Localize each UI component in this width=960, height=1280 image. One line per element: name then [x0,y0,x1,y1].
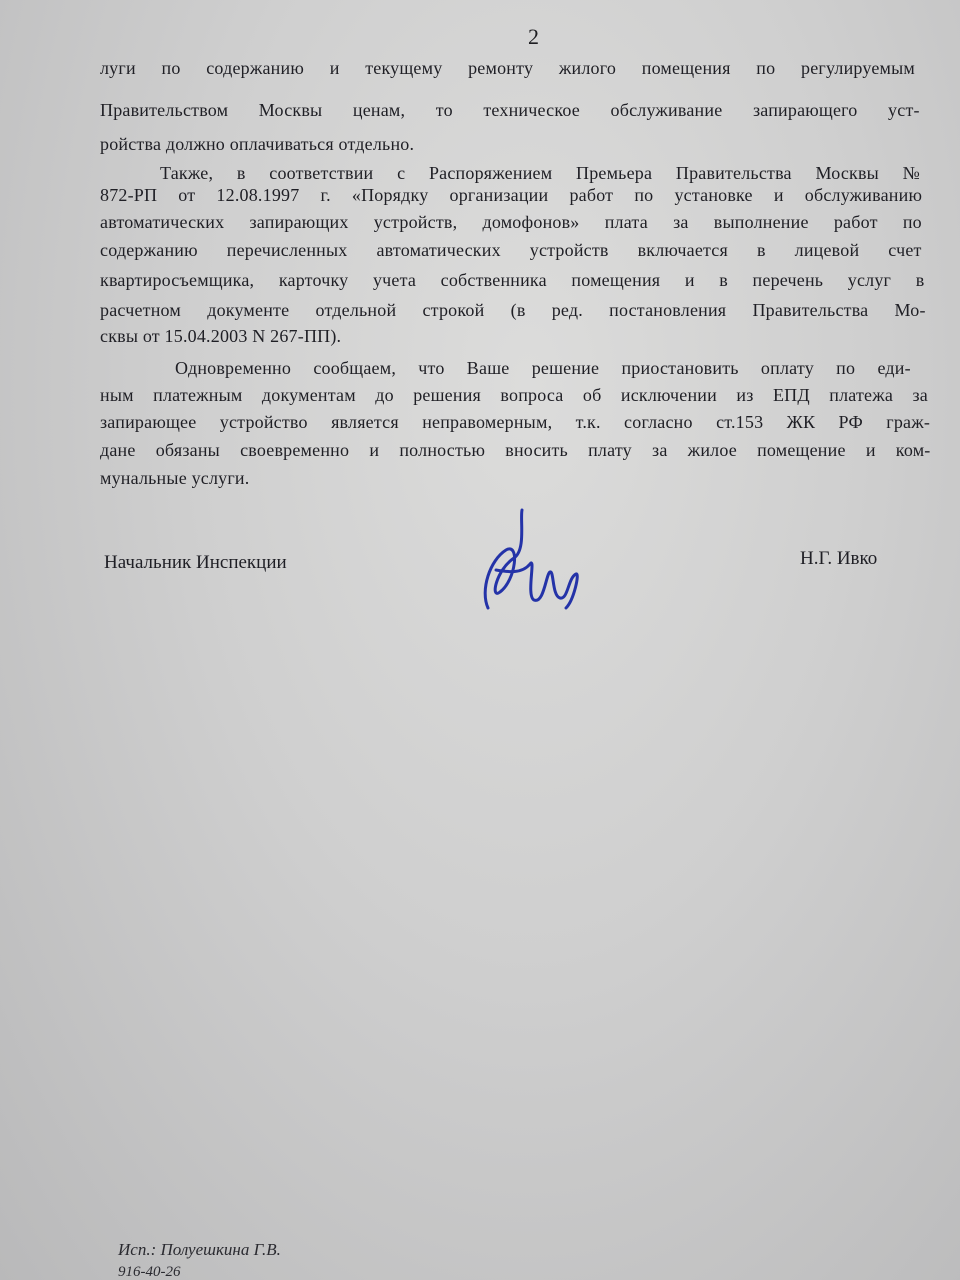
body-text-line: квартиросъемщика, карточку учета собственника помещения и в перечень услуг в [100,270,925,290]
body-text-line: луги по содержанию и текущему ремонту жилого помещения по регулируемым [100,58,916,78]
body-text-line: ройства должно оплачиваться отдельно. [100,134,415,154]
body-text-line: сквы от 15.04.2003 N 267-ПП). [100,326,342,346]
body-text-line: Правительством Москвы ценам, то техническое обслуживание запирающего уст- [100,100,920,120]
body-text-line: 872-РП от 12.08.1997 г. «Порядку организации работ по установке и обслуживанию [100,185,923,205]
page-number: 2 [528,24,539,49]
body-text-line: автоматических запирающих устройств, домофонов» плата за выполнение работ по [100,212,922,232]
executor-line: Исп.: Полуешкина Г.В. [118,1240,281,1259]
body-text-line: дане обязаны своевременно и полностью вносить плату за жилое помещение и ком- [100,440,931,460]
body-text-line: мунальные услуги. [100,468,250,488]
body-text-line: запирающее устройство является неправомерным, т.к. согласно ст.153 ЖК РФ граж- [100,412,931,432]
signer-name: Н.Г. Ивко [800,548,878,569]
body-text-line: Также, в соответствии с Распоряжением Премьера Правительства Москвы № [160,163,921,183]
signature-image [460,500,600,630]
body-text-line: содержанию перечисленных автоматических устройств включается в лицевой счет [100,240,922,260]
signer-title: Начальник Инспекции [104,552,287,573]
executor-phone: 916-40-26 [118,1264,181,1280]
body-text-line: Одновременно сообщаем, что Ваше решение приостановить оплату по еди- [175,358,911,378]
body-text-line: ным платежным документам до решения вопроса об исключении из ЕПД платежа за [100,385,928,405]
body-text-line: расчетном документе отдельной строкой (в ред. постановления Правительства Мо- [100,300,926,320]
